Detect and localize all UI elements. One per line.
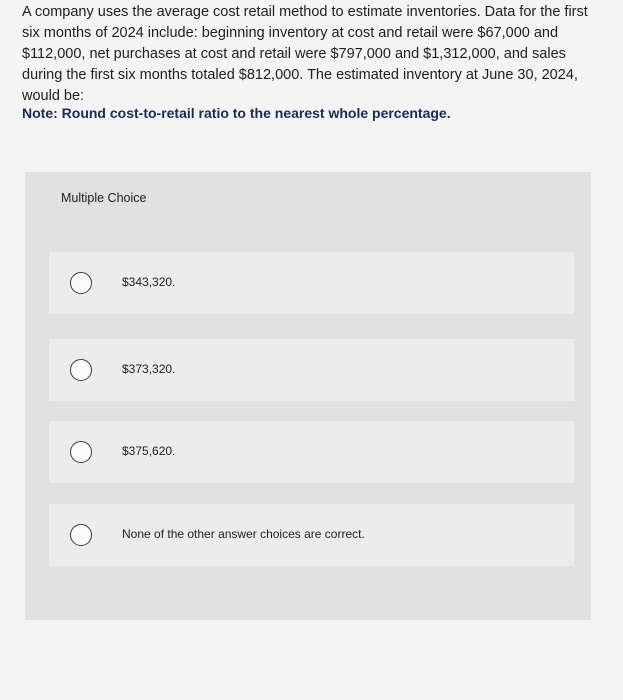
question-text: A company uses the average cost retail method to estimate inventories. Data for the first six months of 2024 include: beginning inventory at cost and retail were $67,000 and $112,000, net purchases at cost and retail were $797,000 and $1,312,000, and sales during the first six months totaled $812,000. The estimated inventory at June 30, 2024, would be: — [22, 4, 588, 104]
choice-label: $375,620. — [122, 444, 176, 458]
choice-option-2[interactable] — [49, 339, 574, 401]
choice-option-4[interactable] — [49, 504, 574, 566]
choice-label: None of the other answer choices are correct. — [122, 527, 365, 541]
choice-label: $343,320. — [122, 275, 176, 289]
panel-label: Multiple Choice — [61, 191, 147, 205]
radio-circle-icon[interactable] — [70, 359, 92, 381]
radio-circle-icon[interactable] — [70, 524, 92, 546]
choice-option-3[interactable] — [49, 421, 574, 483]
question-note: Note: Round cost-to-retail ratio to the nearest whole percentage. — [22, 105, 451, 121]
multiple-choice-panel — [25, 172, 591, 620]
choice-label: $373,320. — [122, 362, 176, 376]
radio-circle-icon[interactable] — [70, 272, 92, 294]
choice-option-1[interactable] — [49, 252, 574, 314]
radio-circle-icon[interactable] — [70, 441, 92, 463]
